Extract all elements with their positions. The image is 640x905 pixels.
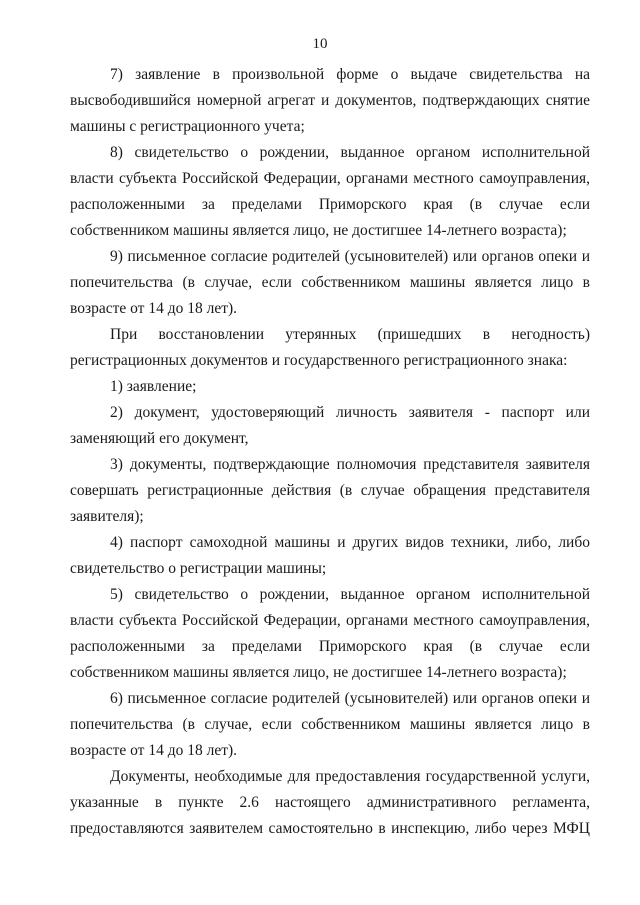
page-number: 10 (312, 36, 328, 52)
documents-submission-paragraph: Документы, необходимые для предоставления государственной услуги, указанные в пункте 2.6 настоящего административного регламента, предоставляются заявителем самостоятельно в инспекцию, либо через МФЦ (70, 768, 590, 837)
list-item-9-parental-consent: 9) письменное согласие родителей (усыновителей) или органов опеки и попечительства (в случае, если собственником машины является лицо в возрасте от 14 до 18 лет). (70, 248, 590, 317)
document-body (70, 62, 590, 842)
restoration-intro: При восстановлении утерянных (пришедших в негодность) регистрационных документов и государственного регистрационного знака: (70, 326, 590, 369)
list-item-3-representative-authority: 3) документы, подтверждающие полномочия представителя заявителя совершать регистрационные действия (в случае обращения представителя заявителя); (70, 456, 590, 525)
list-item-4-machine-passport: 4) паспорт самоходной машины и других видов техники, либо, либо свидетельство о регистрации машины; (70, 534, 590, 577)
list-item-1-application: 1) заявление; (110, 378, 197, 395)
list-item-2-identity-document: 2) документ, удостоверяющий личность заявителя - паспорт или заменяющий его документ, (70, 404, 590, 447)
list-item-8-birth-certificate: 8) свидетельство о рождении, выданное органом исполнительной власти субъекта Российской Федерации, органами местного самоуправления, расположенными за пределами Приморского края (в случае если собственником машины является лицо, не достигшее 14-летнего возраста); (70, 144, 590, 239)
list-item-6-parental-consent: 6) письменное согласие родителей (усыновителей) или органов опеки и попечительства (в случае, если собственником машины является лицо в возрасте от 14 до 18 лет). (70, 690, 590, 759)
list-item-7-application: 7) заявление в произвольной форме о выдаче свидетельства на высвободившийся номерной агрегат и документов, подтверждающих снятие машины с регистрационного учета; (70, 66, 590, 135)
list-item-5-birth-certificate: 5) свидетельство о рождении, выданное органом исполнительной власти субъекта Российской Федерации, органами местного самоуправления, расположенными за пределами Приморского края (в случае если собственником машины является лицо, не достигшее 14-летнего возраста); (70, 586, 590, 681)
